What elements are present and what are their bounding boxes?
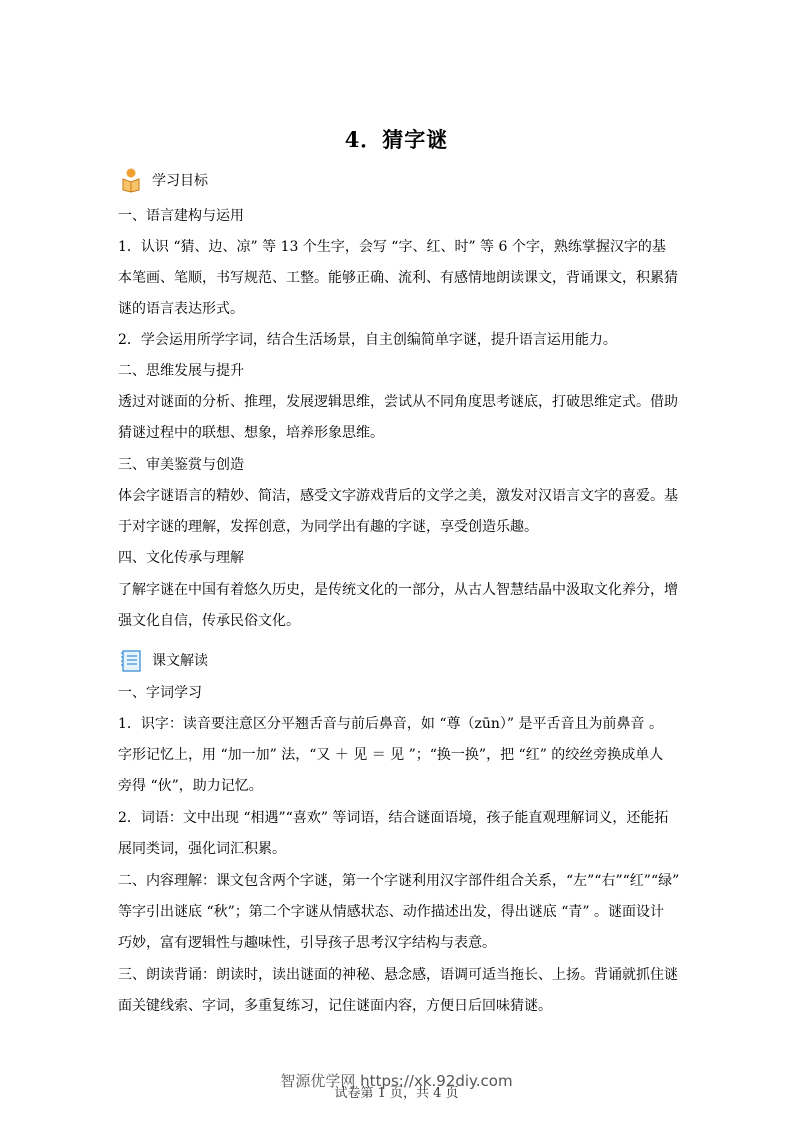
text-line: 展同类词，强化词汇积累。 <box>118 841 286 857</box>
watermark-text: 智源优学网 https://xk.92diy.com <box>280 1072 513 1090</box>
text-line: 二、思维发展与提升 <box>118 363 244 379</box>
text-line: 于对字谜的理解，发挥创意，为同学出有趣的字谜，享受创造乐趣。 <box>118 519 538 535</box>
reading-person-icon <box>118 167 144 193</box>
section-heading-goals <box>118 166 208 194</box>
text-line: 本笔画、笔顺，书写规范、工整。能够正确、流利、有感情地朗读课文，背诵课文，积累猜 <box>118 270 678 286</box>
text-line: 等字引出谜底 “秋”；第二个字谜从情感状态、动作描述出发，得出谜底 “青” 。谜面设计 <box>118 904 664 920</box>
text-line: 一、语言建构与运用 <box>118 208 244 224</box>
text-line: 面关键线索、字词，多重复练习，记住谜面内容，方便日后回味猜谜。 <box>118 998 552 1014</box>
page-number: 试卷第 1 页，共 4 页 <box>334 1086 459 1101</box>
text-line: 四、文化传承与理解 <box>118 550 244 566</box>
text-line: 三、审美鉴赏与创造 <box>118 457 244 473</box>
section-label: 学习目标 <box>152 173 208 189</box>
text-line: 二、内容理解：课文包含两个字谜，第一个字谜利用汉字部件组合关系，“左”“右”“红”“绿” <box>118 873 680 889</box>
page-title: 4．猜字谜 <box>344 127 449 152</box>
section-label: 课文解读 <box>152 653 208 669</box>
notebook-icon <box>118 647 144 673</box>
text-line: 1．识字：读音要注意区分平翘舌音与前后鼻音，如 “尊（zūn）” 是平舌音且为前鼻音 。 <box>118 716 663 732</box>
text-line: 体会字谜语言的精妙、简洁，感受文字游戏背后的文学之美，激发对汉语言文字的喜爱。基 <box>118 488 678 504</box>
text-line: 1．认识 “猜、边、凉” 等 13 个生字，会写 “字、红、时” 等 6 个字，熟练掌握汉字的基 <box>118 239 666 255</box>
text-line: 2．学会运用所学字词，结合生活场景，自主创编简单字谜，提升语言运用能力。 <box>118 332 617 348</box>
section-heading-reading <box>118 646 208 674</box>
text-line: 了解字谜在中国有着悠久历史，是传统文化的一部分，从古人智慧结晶中汲取文化养分，增 <box>118 582 678 598</box>
text-line: 一、字词学习 <box>118 685 202 701</box>
text-line: 谜的语言表达形式。 <box>118 301 244 317</box>
text-line: 2．词语：文中出现 “相遇”“喜欢” 等词语，结合谜面语境，孩子能直观理解词义，还能拓 <box>118 810 669 826</box>
text-line: 巧妙，富有逻辑性与趣味性，引导孩子思考汉字结构与表意。 <box>118 935 496 951</box>
text-line: 强文化自信，传承民俗文化。 <box>118 613 300 629</box>
text-line: 透过对谜面的分析、推理，发展逻辑思维，尝试从不同角度思考谜底，打破思维定式。借助 <box>118 394 678 410</box>
text-line: 猜谜过程中的联想、想象，培养形象思维。 <box>118 425 384 441</box>
text-line: 字形记忆上，用 “加一加” 法，“又 ＋ 见 ＝ 见 ”；“换一换”，把 “红” 的绞丝旁换成单人 <box>118 747 664 763</box>
text-line: 三、朗读背诵：朗读时，读出谜面的神秘、悬念感，语调可适当拖长、上扬。背诵就抓住谜 <box>118 967 678 983</box>
text-line: 旁得 “伙”，助力记忆。 <box>118 778 263 794</box>
